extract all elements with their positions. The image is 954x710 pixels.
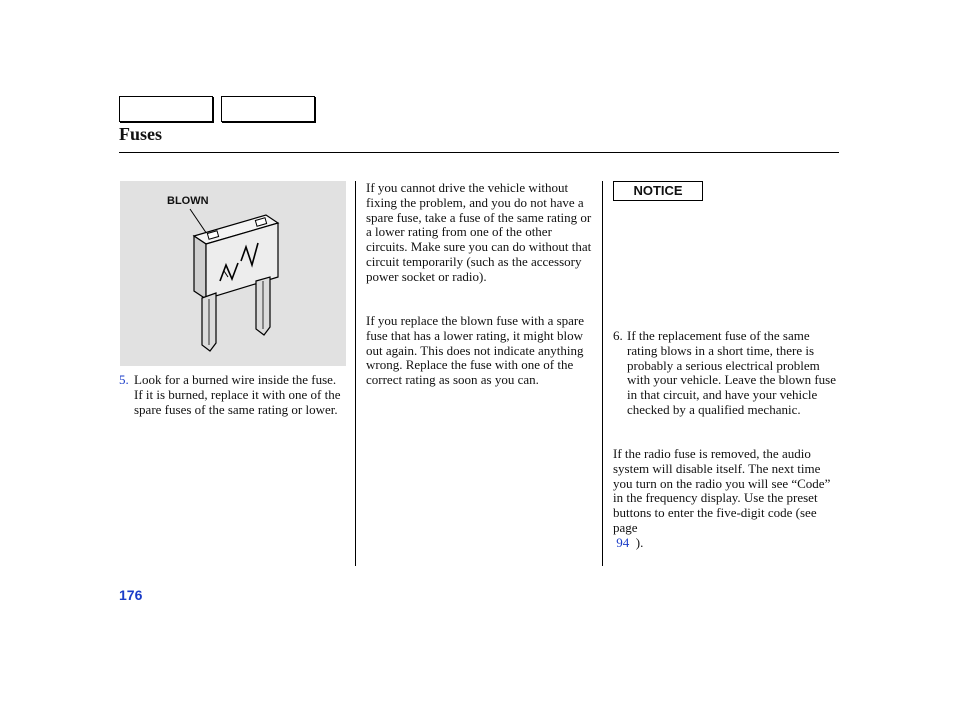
page-title: Fuses	[119, 124, 163, 144]
page-number: 176	[119, 587, 143, 603]
fuse-illustration	[120, 181, 346, 366]
column-divider-1	[355, 181, 356, 566]
column-divider-2	[602, 181, 603, 566]
nav-button-2[interactable]	[221, 96, 315, 122]
step-5	[119, 373, 347, 417]
step-6-text: If the replacement fuse of the same rating blows in a short time, there is probably a serious electrical problem with your vehicle. Leave the blown fuse in that circuit, and have your vehicle checked by a qualified mechanic.	[627, 328, 837, 417]
nav-button-1[interactable]	[119, 96, 213, 122]
page-94-link[interactable]: 94	[616, 534, 630, 550]
notice-badge: NOTICE	[613, 181, 703, 201]
radio-text: If the radio fuse is removed, the audio system will disable itself. The next time you turn on the radio you will see “Code” in the frequency display. Use the preset buttons to enter the five-digit code (see page	[613, 446, 831, 535]
step-6-number: 6.	[613, 328, 623, 343]
title-divider	[119, 152, 839, 153]
paragraph-no-spare-fuse: If you cannot drive the vehicle without fixing the problem, and you do not have a spare fuse, take a fuse of the same rating or a lower rating from one of the other circuits. Make sure you can do without that circuit temporarily (such as the accessory power socket or radio).	[366, 180, 592, 284]
step-5-text: Look for a burned wire inside the fuse. If it is burned, replace it with one of the spare fuses of the same rating or lower.	[134, 372, 341, 417]
radio-text-end: ).	[635, 534, 644, 550]
step-6	[613, 329, 839, 418]
blown-fuse-icon	[120, 181, 346, 366]
step-5-number[interactable]: 5.	[119, 372, 129, 387]
paragraph-radio-code	[613, 447, 839, 551]
paragraph-lower-rating: If you replace the blown fuse with a spare fuse that has a lower rating, it might blow out again. This does not indicate anything wrong. Replace the fuse with one of the correct rating as soon as you can.	[366, 313, 585, 388]
blown-label: BLOWN	[167, 195, 209, 207]
